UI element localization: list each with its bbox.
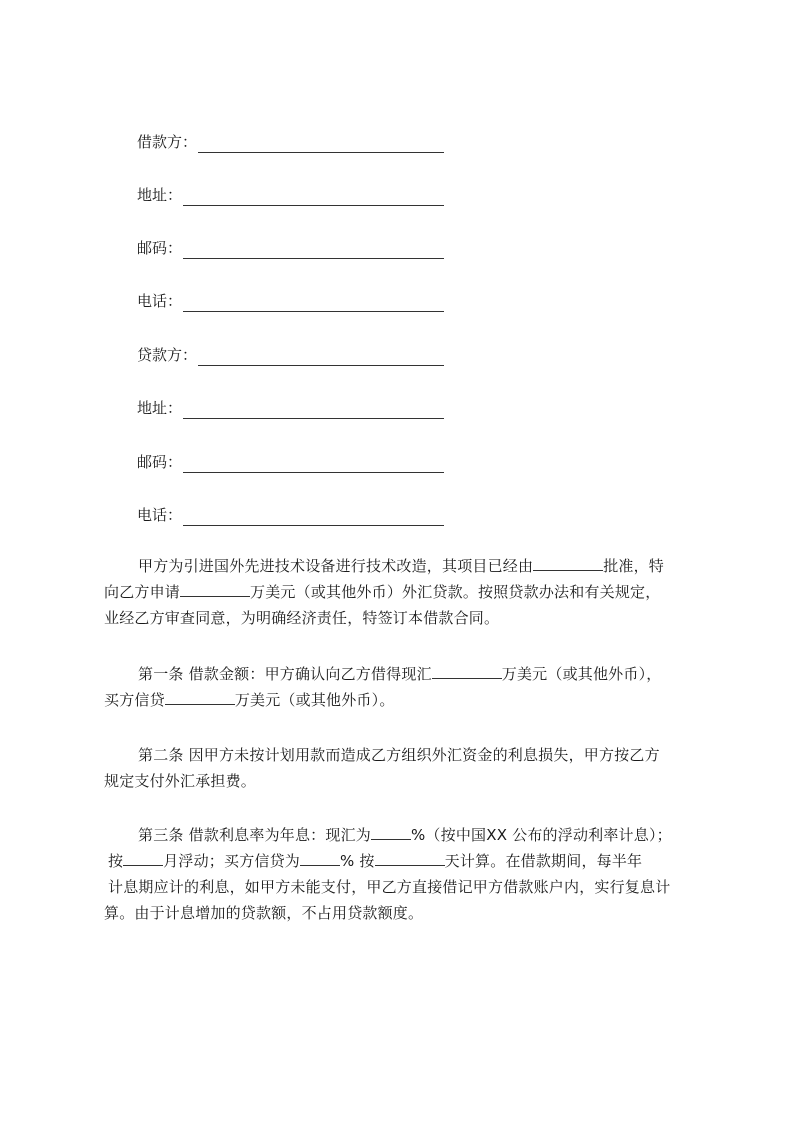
article1-line1a: 第一条 借款金额：甲方确认向乙方借得现汇 <box>138 665 432 683</box>
article3-line3: 计息期应计的利息，如甲方未能支付，甲乙方直接借记甲方借款账户内，实行复息计 <box>108 878 671 896</box>
borrower-postcode-blank[interactable] <box>183 242 444 259</box>
article3-line2c: % 按 <box>340 852 375 870</box>
article3-line1a: 第三条 借款利息率为年息：现汇为 <box>138 826 371 844</box>
lender-label: 贷款方： <box>137 346 198 364</box>
article3-line4: 算。由于计息增加的贷款额，不占用贷款额度。 <box>104 904 424 922</box>
borrower-address-label: 地址： <box>137 186 183 204</box>
lender-postcode-blank[interactable] <box>183 456 444 473</box>
borrower-phone-field <box>137 290 444 312</box>
borrower-address-field <box>137 184 444 206</box>
lender-address-label: 地址： <box>137 399 183 417</box>
borrower-blank[interactable] <box>198 136 444 153</box>
lender-phone-blank[interactable] <box>183 509 444 526</box>
article2-line2: 规定支付外汇承担费。 <box>104 772 257 790</box>
article3-paragraph <box>104 822 702 926</box>
float-period-blank[interactable] <box>123 850 163 866</box>
intro-line2a: 向乙方申请 <box>104 583 181 601</box>
intro-line2b: 万美元（或其他外币）外汇贷款。按照贷款办法和有关规定， <box>250 583 661 601</box>
intro-line1b: 批准，特 <box>603 557 665 575</box>
article1-line1b: 万美元（或其他外币）， <box>501 665 662 683</box>
cash-rate-blank[interactable] <box>371 824 411 840</box>
cash-amount-blank[interactable] <box>432 663 502 679</box>
buyer-credit-blank[interactable] <box>165 689 235 705</box>
lender-blank[interactable] <box>198 349 444 366</box>
lender-address-blank[interactable] <box>183 402 444 419</box>
borrower-label: 借款方： <box>137 133 198 151</box>
borrower-postcode-field <box>137 237 444 259</box>
article1-line2b: 万美元（或其他外币）。 <box>234 691 395 709</box>
article1-line2a: 买方信贷 <box>104 691 165 709</box>
article3-line1b: %（按中国XX 公布的浮动利率计息）； <box>410 826 672 844</box>
borrower-phone-label: 电话： <box>137 292 183 310</box>
approver-blank[interactable] <box>533 555 603 571</box>
borrower-postcode-label: 邮码： <box>137 239 183 257</box>
days-basis-blank[interactable] <box>375 850 445 866</box>
borrower-phone-blank[interactable] <box>183 295 444 312</box>
loan-amount-blank[interactable] <box>180 581 250 597</box>
article3-line2b: 月浮动；买方信贷为 <box>163 852 301 870</box>
lender-postcode-field <box>137 451 444 473</box>
article3-line2a: 按 <box>108 852 124 870</box>
article3-line2d: 天计算。在借款期间，每半年 <box>444 852 643 870</box>
intro-paragraph <box>104 553 702 631</box>
article1-paragraph <box>104 661 702 713</box>
article2-paragraph <box>104 742 702 794</box>
article2-line1: 第二条 因甲方未按计划用款而造成乙方组织外汇资金的利息损失，甲方按乙方 <box>138 746 660 764</box>
buyer-rate-blank[interactable] <box>300 850 340 866</box>
borrower-field <box>137 131 444 153</box>
intro-line3: 业经乙方审查同意，为明确经济责任，特签订本借款合同。 <box>104 609 500 627</box>
borrower-address-blank[interactable] <box>183 189 444 206</box>
lender-address-field <box>137 397 444 419</box>
lender-phone-field <box>137 504 444 526</box>
lender-postcode-label: 邮码： <box>137 453 183 471</box>
intro-line1a: 甲方为引进国外先进技术设备进行技术改造，其项目已经由 <box>138 557 534 575</box>
lender-field <box>137 344 444 366</box>
lender-phone-label: 电话： <box>137 506 183 524</box>
